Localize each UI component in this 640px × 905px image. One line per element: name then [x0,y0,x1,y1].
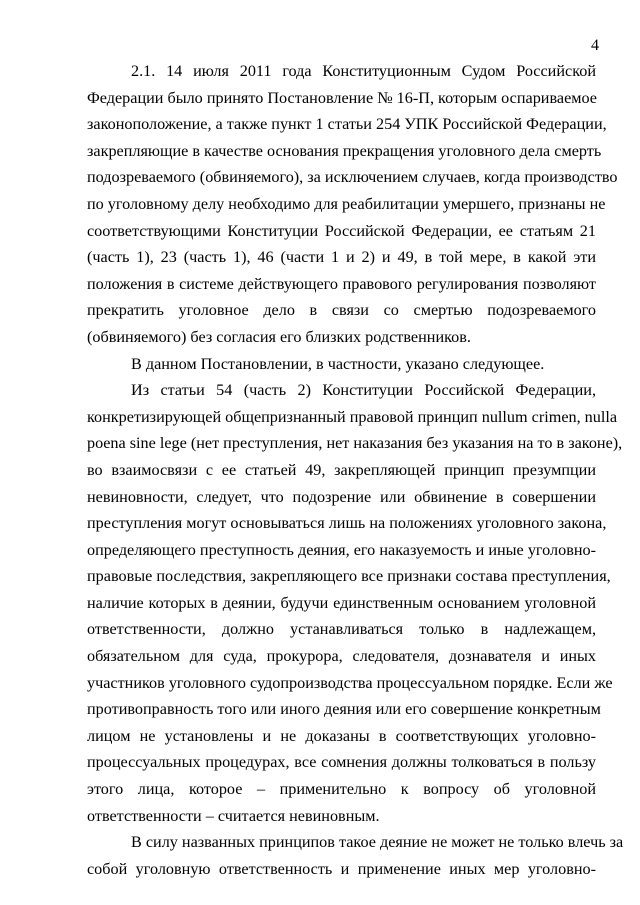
paragraph [87,377,623,829]
text-line: В данном Постановлении, в частности, указано следующее. [131,354,545,373]
text-line: определяющего преступность деяния, его наказуемость и иные уголовно- [87,540,596,559]
text-line: законоположение, а также пункт 1 статьи 254 УПК Российской Федерации, [87,115,607,134]
text-line: наличие которых в деянии, будучи единственным основанием уголовной [87,593,596,612]
text-line: собой уголовную ответственность и применение иных мер уголовно- [87,859,596,878]
text-line: соответствующими Конституции Российской Федерации, ее статьям 21 [87,221,596,240]
text-line: правовые последствия, закрепляющего все признаки состава преступления, [87,567,611,586]
text-line: этого лица, которое – применительно к вопросу об уголовной [87,780,596,799]
text-line: В силу названных принципов такое деяние не может не только влечь за [131,833,624,852]
text-line: участников уголовного судопроизводства процессуальном порядке. Если же [87,673,613,692]
text-line: ответственности – считается невиновным. [87,806,380,825]
text-line: во взаимосвязи с ее статьей 49, закрепляющей принцип презумпции [87,460,596,479]
paragraph [87,351,596,378]
text-line: закрепляющие в качестве основания прекращения уголовного дела смерть [87,141,602,160]
text-line: Из статьи 54 (часть 2) Конституции Российской Федерации, [131,381,596,400]
body-text [87,58,624,882]
text-line: подозреваемого (обвиняемого), за исключением случаев, когда производство [87,168,618,187]
page-number: 4 [591,37,599,54]
text-line: конкретизирующей общепризнанный правовой принцип nullum crimen, nulla [87,407,618,426]
text-line: обязательном для суда, прокурора, следователя, дознавателя и иных [87,647,596,666]
text-line: 2.1. 14 июля 2011 года Конституционным Судом Российской [131,62,596,80]
text-line: по уголовному делу необходимо для реабилитации умершего, признаны не [87,194,606,213]
text-line: ответственности, должно устанавливаться только в надлежащем, [87,620,596,639]
text-line: положения в системе действующего правового регулирования позволяют [87,274,596,293]
text-line: процессуальных процедурах, все сомнения должны толковаться в пользу [87,753,596,772]
text-line: Федерации было принято Постановление № 16-П, которым оспариваемое [87,88,597,107]
text-line: противоправность того или иного деяния или его совершение конкретным [87,700,601,719]
text-line: невиновности, следует, что подозрение или обвинение в совершении [87,487,596,506]
text-line: лицом не установлены и не доказаны в соответствующих уголовно- [87,726,596,745]
text-line: poena sine lege (нет преступления, нет наказания без указания на то в законе), [87,434,623,453]
text-line: (часть 1), 23 (часть 1), 46 (части 1 и 2) и 49, в той мере, в какой эти [87,248,596,267]
text-line: (обвиняемого) без согласия его близких родственников. [87,327,471,346]
paragraph [87,829,624,882]
text-line: преступления могут основываться лишь на положениях уголовного закона, [87,514,607,533]
text-line: прекратить уголовное дело в связи со смертью подозреваемого [87,301,596,320]
paragraph [87,58,618,351]
